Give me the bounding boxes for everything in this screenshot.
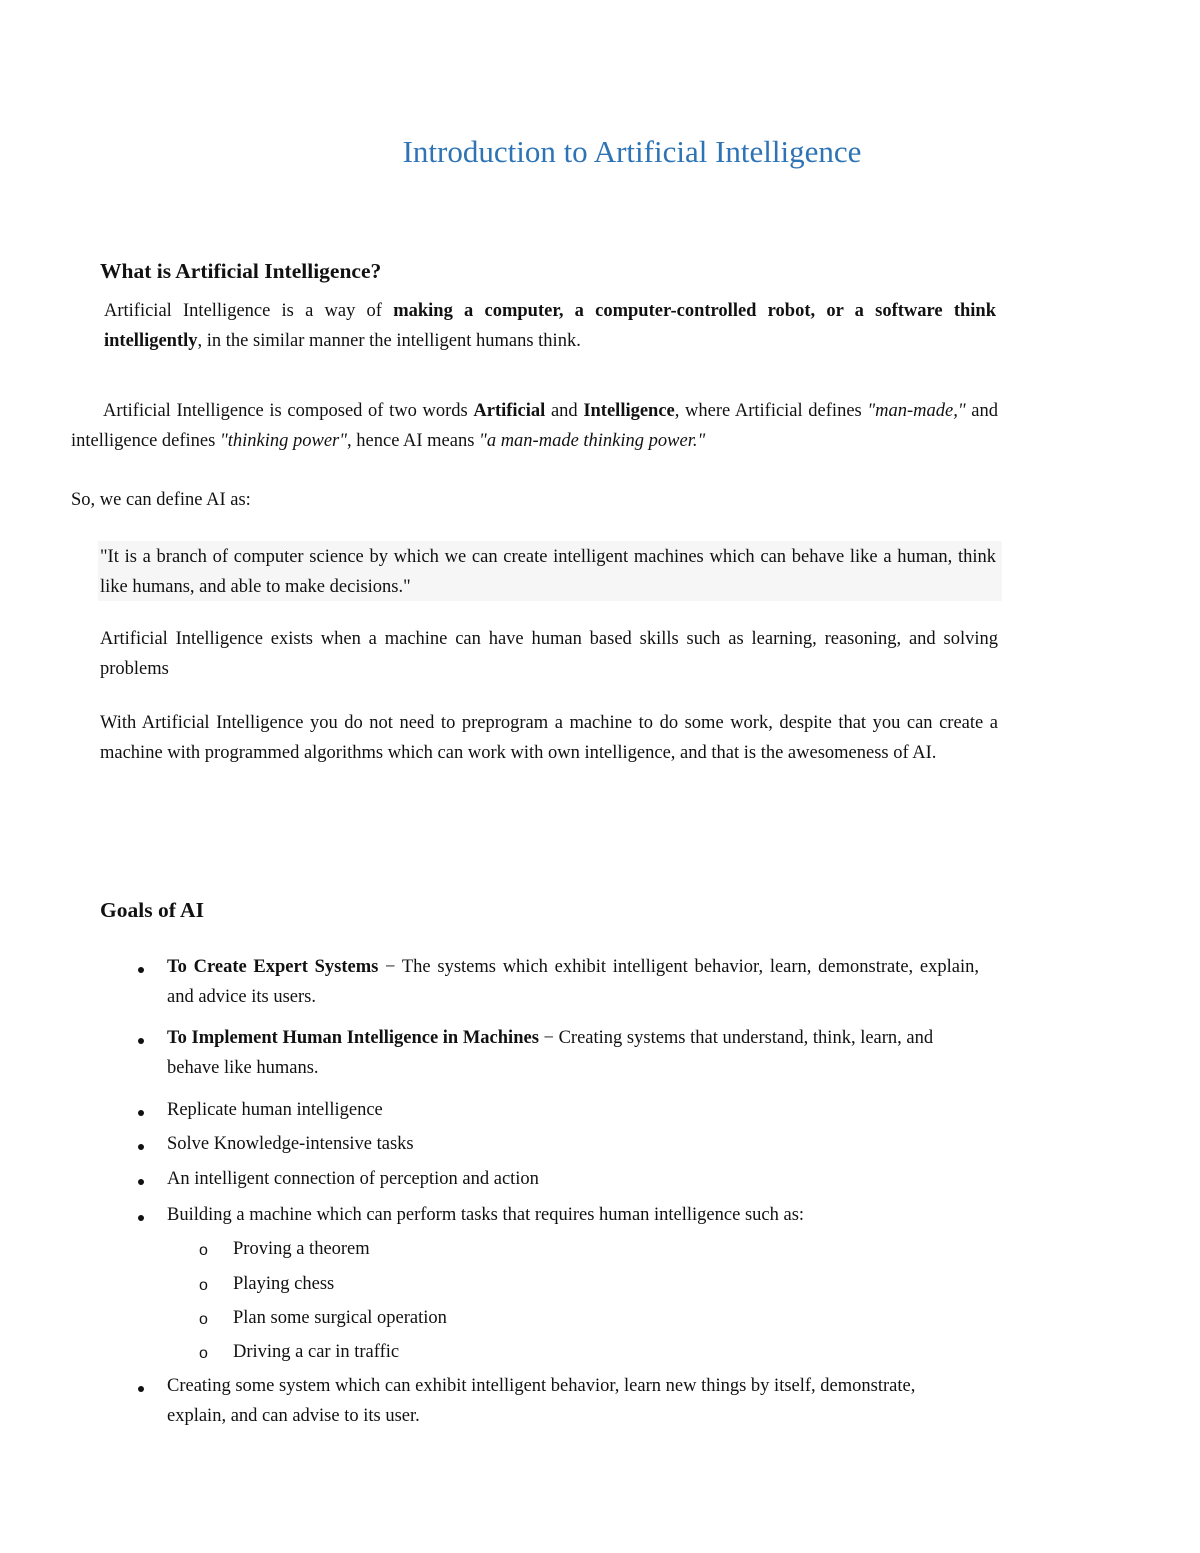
goal-intelligent-system: Creating some system which can exhibit intelligent behavior, learn new things by itself, demonstrate, explain, and can advise to its user.	[167, 1376, 916, 1426]
composition-text-3: , where Artificial defines	[674, 401, 868, 421]
composition-text-1: Artificial Intelligence is composed of two words	[103, 401, 474, 421]
bullet-icon	[136, 1106, 148, 1118]
sub-item-theorem: Proving a theorem	[233, 1239, 370, 1259]
bullet-icon	[136, 1211, 148, 1223]
goal-perception-action: An intelligent connection of perception and action	[167, 1169, 539, 1189]
goal-knowledge-tasks: Solve Knowledge-intensive tasks	[167, 1134, 414, 1154]
bullet-icon	[136, 1175, 148, 1187]
composition-italic-man-made: "man-made,"	[867, 401, 966, 421]
goal-human-intelligence	[167, 1024, 979, 1083]
composition-italic-ai-means: "a man-made thinking power."	[479, 430, 706, 451]
sub-bullet-icon: o	[199, 1345, 208, 1362]
sub-bullet-icon: o	[199, 1242, 208, 1259]
goal-human-intelligence-title: To Implement Human Intelligence in Machines	[167, 1028, 539, 1048]
composition-italic-thinking-power: "thinking power"	[219, 430, 348, 451]
goal-expert-systems-title: To Create Expert Systems	[167, 957, 379, 977]
bullet-icon	[136, 1140, 148, 1152]
composition-text-2: and	[545, 401, 584, 421]
sub-item-surgery: Plan some surgical operation	[233, 1308, 447, 1328]
bullet-icon	[136, 1382, 148, 1394]
paragraph-definition	[104, 297, 996, 356]
composition-text-5: , hence AI means	[347, 430, 480, 451]
bullet-icon	[136, 1034, 148, 1046]
bullet-icon	[136, 963, 148, 975]
heading-what-is-ai: What is Artificial Intelligence?	[100, 259, 382, 283]
paragraph-human-skills: Artificial Intelligence exists when a machine can have human based skills such as learning, reasoning, and solving problems	[100, 629, 998, 679]
definition-prefix: Artificial Intelligence is a way of	[104, 301, 394, 321]
sub-item-chess: Playing chess	[233, 1274, 335, 1294]
sub-bullet-icon: o	[199, 1311, 208, 1328]
definition-bold: making a computer, a computer-controlled robot, or a software think intelligently	[104, 301, 996, 351]
goal-building-machine: Building a machine which can perform tasks that requires human intelligence such as:	[167, 1205, 805, 1225]
goal-expert-systems-text: − The systems which exhibit intelligent behavior, learn, demonstrate, explain, and advice its users.	[167, 957, 979, 1007]
composition-text-4: and intelligence defines	[71, 401, 998, 451]
paragraph-awesomeness: With Artificial Intelligence you do not need to preprogram a machine to do some work, despite that you can create a machine with programmed algorithms which can work with own intelligence, and that is the awesomeness of AI.	[100, 713, 998, 763]
goal-human-intelligence-text: − Creating systems that understand, think, learn, and behave like humans.	[167, 1028, 934, 1078]
sub-item-driving: Driving a car in traffic	[233, 1342, 400, 1362]
composition-bold-intelligence: Intelligence	[583, 401, 675, 421]
definition-suffix: , in the similar manner the intelligent humans think.	[197, 330, 581, 351]
paragraph-define-ai: So, we can define AI as:	[71, 490, 251, 510]
document-title: Introduction to Artificial Intelligence	[402, 134, 862, 169]
goal-expert-systems	[167, 953, 979, 1012]
composition-bold-artificial: Artificial	[473, 401, 546, 421]
heading-goals-of-ai: Goals of AI	[100, 898, 204, 922]
goal-replicate: Replicate human intelligence	[167, 1100, 383, 1120]
quote-definition: "It is a branch of computer science by which we can create intelligent machines which can behave like a human, think like humans, and able to make decisions."	[100, 547, 996, 597]
paragraph-composition	[71, 397, 998, 456]
sub-bullet-icon: o	[199, 1277, 208, 1294]
